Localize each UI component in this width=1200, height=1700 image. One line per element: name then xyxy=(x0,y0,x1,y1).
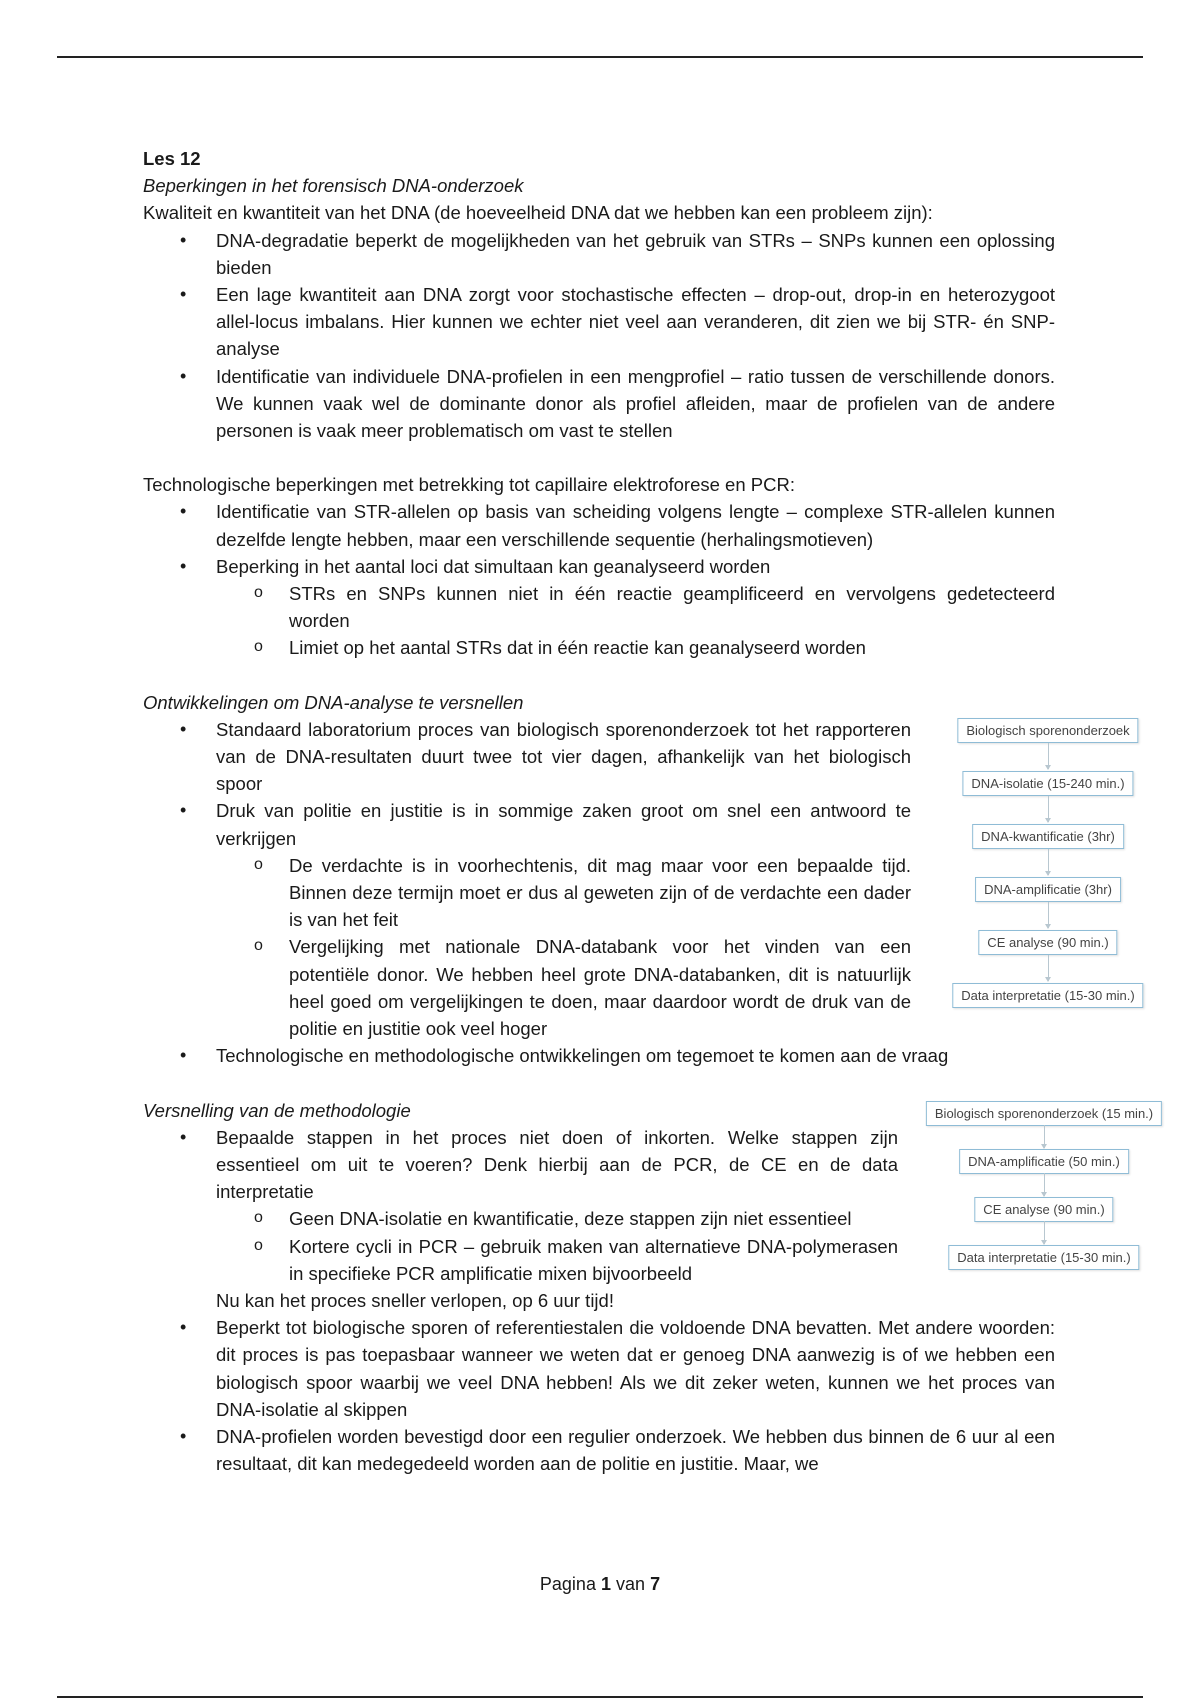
list-item xyxy=(143,553,1055,662)
footer-page-number: 1 xyxy=(600,1574,611,1594)
flow-step: Biologisch sporenonderzoek (15 min.) xyxy=(926,1101,1162,1126)
sub-list-item: o Vergelijking met nationale DNA-databank voor het vinden van een potentiële donor. We hebben heel grote DNA-databanken, dit is natuurlijk heel goed om vergelijkingen te doen, maar daardoor wordt de druk van de politie en justitie ook veel hoger xyxy=(216,933,911,1042)
flow-step: DNA-amplificatie (3hr) xyxy=(975,877,1121,902)
flow-arrow xyxy=(1044,1125,1045,1148)
paragraph: Nu kan het proces sneller verlopen, op 6 uur tijd! xyxy=(216,1289,614,1311)
list-item xyxy=(143,797,911,1042)
flow-step: Biologisch sporenonderzoek xyxy=(957,718,1138,743)
list-item-text: Beperking in het aantal loci dat simultaan kan geanalyseerd worden xyxy=(216,555,771,577)
bullet-list xyxy=(143,716,911,1042)
flow-step: DNA-isolatie (15-240 min.) xyxy=(962,771,1133,796)
footer-page-total: 7 xyxy=(650,1574,661,1594)
list-item-text: Bepaalde stappen in het proces niet doen of inkorten. Welke stappen zijn essentieel om uit te voeren? Denk hierbij aan de PCR, de CE en de data interpretatie xyxy=(216,1126,898,1203)
list-item: • DNA-degradatie beperkt de mogelijkheden van het gebruik van STRs – SNPs kunnen een oplossing bieden xyxy=(143,227,1055,281)
sub-list xyxy=(216,852,911,1042)
sub-list-item: o Limiet op het aantal STRs dat in één reactie kan geanalyseerd worden xyxy=(216,634,1055,661)
standard-process-flowchart xyxy=(938,718,1158,1008)
flow-step: DNA-amplificatie (50 min.) xyxy=(959,1149,1129,1174)
flow-arrow xyxy=(1048,902,1049,928)
accelerated-process-flowchart xyxy=(921,1101,1167,1265)
section-methodology-speed xyxy=(143,1097,1154,1478)
flow-step: Data interpretatie (15-30 min.) xyxy=(948,1245,1139,1270)
bullet-list xyxy=(143,1314,1055,1477)
flow-arrow xyxy=(1044,1173,1045,1196)
bullet-list xyxy=(143,498,1055,661)
flow-step: Data interpretatie (15-30 min.) xyxy=(952,983,1143,1008)
page-footer xyxy=(0,1574,1200,1595)
sub-list-item: o STRs en SNPs kunnen niet in één reactie geamplificeerd en vervolgens gedetecteerd worden xyxy=(216,580,1055,634)
list-item: • Technologische en methodologische ontwikkelingen om tegemoet te komen aan de vraag xyxy=(143,1042,1055,1069)
footer-prefix: Pagina xyxy=(539,1574,596,1594)
flow-arrow xyxy=(1048,796,1049,822)
paragraph: Kwaliteit en kwantiteit van het DNA (de hoeveelheid DNA dat we hebben kan een probleem zijn): xyxy=(143,202,933,224)
bullet-list xyxy=(143,227,1055,445)
list-item: • Standaard laboratorium proces van biologisch sporenonderzoek tot het rapporteren van de DNA-resultaten duurt twee tot vier dagen, afhankelijk van het biologisch spoor xyxy=(143,716,911,798)
section-analysis-speed xyxy=(143,689,1135,1070)
list-item: • Identificatie van STR-allelen op basis van scheiding volgens lengte – complexe STR-allelen kunnen dezelfde lengte hebben, maar een verschillende sequentie (herhalingsmotieven) xyxy=(143,498,1055,552)
sub-list-item: o Kortere cycli in PCR – gebruik maken van alternatieve DNA-polymerasen in specifieke PCR amplificatie mixen bijvoorbeeld xyxy=(216,1233,898,1287)
list-item: • DNA-profielen worden bevestigd door een regulier onderzoek. We hebben dus binnen de 6 uur al een resultaat, dit kan medegedeeld worden aan de politie en justitie. Maar, we xyxy=(143,1423,1055,1477)
list-item: • Identificatie van individuele DNA-profielen in een mengprofiel – ratio tussen de verschillende donors. We kunnen vaak wel de dominante donor als profiel afleiden, maar de profielen van de andere personen is vaak meer problematisch om vast te stellen xyxy=(143,363,1055,445)
flow-step: CE analyse (90 min.) xyxy=(978,930,1117,955)
flow-arrow xyxy=(1048,849,1049,875)
footer-rule xyxy=(57,1696,1143,1698)
section-heading: Ontwikkelingen om DNA-analyse te versnellen xyxy=(143,691,524,713)
header-rule xyxy=(57,56,1143,58)
flow-arrow xyxy=(1048,743,1049,769)
sub-list xyxy=(216,1205,898,1287)
sub-list-item: o De verdachte is in voorhechtenis, dit mag maar voor een bepaalde tijd. Binnen deze termijn moet er dus al geweten zijn of de verdachte een dader is van het feit xyxy=(216,852,911,934)
flow-arrow xyxy=(1048,955,1049,981)
flow-arrow xyxy=(1044,1221,1045,1244)
list-item xyxy=(143,1124,898,1287)
sub-list xyxy=(216,580,1055,662)
flow-step: DNA-kwantificatie (3hr) xyxy=(972,824,1124,849)
lesson-title: Les 12 xyxy=(143,148,201,169)
section-heading: Versnelling van de methodologie xyxy=(143,1099,411,1121)
list-item-text: Druk van politie en justitie is in sommige zaken groot om snel een antwoord te verkrijgen xyxy=(216,800,911,849)
bullet-list xyxy=(143,1124,898,1287)
paragraph: Technologische beperkingen met betrekking tot capillaire elektroforese en PCR: xyxy=(143,474,795,496)
footer-middle: van xyxy=(616,1574,646,1594)
list-item: • Beperkt tot biologische sporen of referentiestalen die voldoende DNA bevatten. Met andere woorden: dit proces is pas toepasbaar wanneer we weten dat er genoeg DNA aanwezig is of we hebben een biologisch spoor waarbij we veel DNA hebben! Als we dit zeker weten, kunnen we het proces van DNA-isolatie al skippen xyxy=(143,1314,1055,1423)
bullet-list xyxy=(143,1042,1055,1069)
flow-step: CE analyse (90 min.) xyxy=(974,1197,1113,1222)
document-body xyxy=(143,145,1154,1477)
section-heading: Beperkingen in het forensisch DNA-onderzoek xyxy=(143,175,524,197)
sub-list-item: o Geen DNA-isolatie en kwantificatie, deze stappen zijn niet essentieel xyxy=(216,1205,898,1232)
list-item: • Een lage kwantiteit aan DNA zorgt voor stochastische effecten – drop-out, drop-in en heterozygoot allel-locus imbalans. Hier kunnen we echter niet veel aan veranderen, dit zien we bij STR- én SNP-analyse xyxy=(143,281,1055,363)
